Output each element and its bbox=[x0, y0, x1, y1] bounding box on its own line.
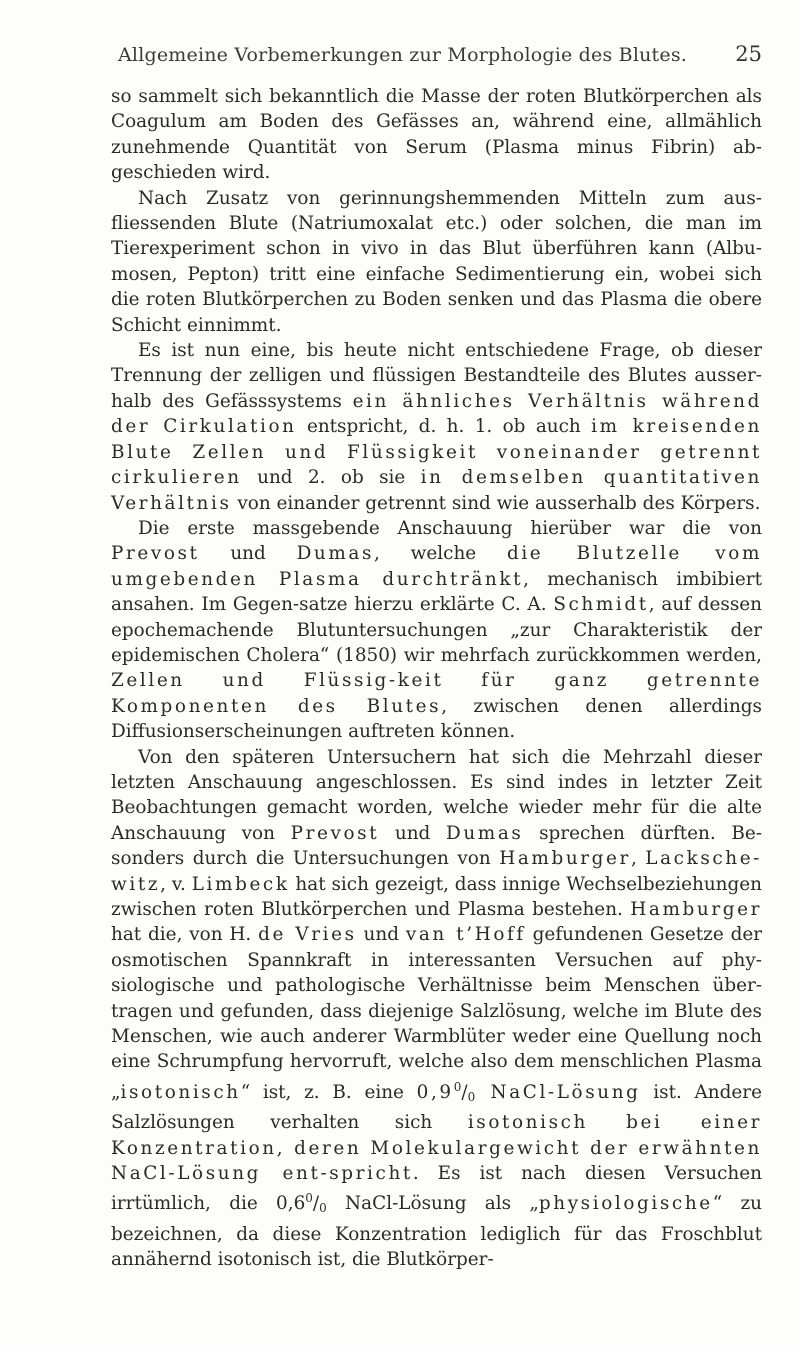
text-run: . Es ist nach diesen Versuchen irrtümlich, die 0,6 bbox=[111, 1163, 762, 1215]
subscript: 0 bbox=[319, 1201, 327, 1216]
slash: / bbox=[312, 1193, 320, 1215]
text-run: und bbox=[199, 543, 297, 565]
emphasis-text: isotonisch bei einer Konzentration, deren Molekulargewicht der erwähnten NaCl-Lösung ent-spricht bbox=[111, 1112, 762, 1185]
text-run: von einander getrennt sind wie ausserhalb des Körpers. bbox=[231, 492, 761, 514]
emphasis-text: physiologische bbox=[538, 1193, 713, 1215]
paragraph-3 bbox=[111, 338, 762, 516]
text-run: sprechen dürften. Be-sonders durch die Untersuchungen von bbox=[111, 822, 763, 870]
text-run: Die erste massgebende Anschauung hierüber war die von bbox=[138, 517, 762, 539]
paragraph-4 bbox=[111, 516, 762, 745]
text-run: hat sich gezeigt, dass innige Wechselbeziehungen zwischen roten Blutkörperchen und Plasma bestehen. bbox=[111, 873, 763, 920]
emphasis-text: im kreisenden Blute Zellen und Flüssigkeit voneinander getrennt cirkulieren bbox=[111, 416, 762, 489]
author-name: Prevost bbox=[111, 543, 200, 565]
text-run: so sammelt sich bekanntlich die Masse der roten Blutkörperchen als Coagulum am Boden des Gefässes an, während eine, allmählich zunehmende Quantität von Serum (Plasma minus Fibrin) ab-geschieden wird. bbox=[111, 86, 762, 184]
text-run: hat die, von H. bbox=[111, 924, 259, 946]
paragraph-1 bbox=[111, 84, 762, 186]
text-run: und 2. ob sie bbox=[241, 467, 421, 489]
paragraph-5 bbox=[111, 745, 762, 1273]
author-name: Schmidt bbox=[553, 594, 649, 616]
author-name: Prevost bbox=[290, 822, 380, 844]
text-run: “ zu bezeichnen, da diese Konzentration lediglich für das Froschblut annähernd isotonisch ist, die Blutkörper- bbox=[111, 1193, 762, 1271]
emphasis-text: 0,9 bbox=[416, 1081, 454, 1103]
subscript: 0 bbox=[467, 1089, 476, 1104]
author-name: de Vries bbox=[258, 924, 357, 946]
text-run: Von den späteren Untersuchern hat sich die Mehrzahl dieser letzten Anschauung angeschlossen. Es sind indes in letzter Zeit Beobachtungen gemacht worden, welche wieder mehr für die alte Anschauung von bbox=[111, 746, 762, 844]
emphasis-text: die Blutzelle vom umgebenden Plasma durchtränkt bbox=[111, 543, 762, 590]
running-header bbox=[112, 44, 762, 74]
text-run: , zwischen denen allerdings Diffusionserscheinungen auftreten können. bbox=[111, 695, 762, 743]
author-name: Hamburger bbox=[499, 848, 631, 870]
emphasis-text: Zellen und Flüssig-keit für ganz getrennte Komponenten des Blutes bbox=[111, 670, 762, 717]
slash: / bbox=[461, 1081, 468, 1103]
text-run: und bbox=[356, 924, 406, 946]
author-name: Dumas bbox=[296, 543, 375, 565]
emphasis-text: in demselben quantitativen Verhältnis bbox=[111, 467, 762, 514]
text-run: , v. bbox=[160, 873, 192, 895]
author-name: Lacksche-witz bbox=[111, 848, 762, 895]
author-name: van t’Hoff bbox=[405, 924, 526, 946]
emphasis-text: ein ähnliches Verhältnis während der Cirkulation bbox=[111, 390, 762, 438]
text-run: , mechanisch imbibiert ansahen. Im Gegen-satze hierzu erklärte C. A. bbox=[111, 568, 762, 616]
text-run: NaCl-Lösung als „ bbox=[326, 1193, 539, 1215]
author-name: Dumas bbox=[446, 822, 524, 844]
text-run: , bbox=[630, 848, 646, 870]
running-title: Allgemeine Vorbemerkungen zur Morphologie des Blutes. bbox=[118, 44, 688, 66]
text-run: gefundenen Gesetze der osmotischen Spannkraft in interessanten Versuchen auf phy-siologische und pathologische Verhältnisse beim Menschen über-tragen und gefunden, dass diejenige Salzlösung, welche im Blute des Menschen, wie auch anderer Warmblüter weder eine Quellung noch eine Schrumpfung hervorruft, welche also dem menschlichen Plasma „ bbox=[111, 924, 763, 1103]
text-run: , auf dessen epochemachende Blutuntersuchungen „zur Charakteristik der epidemischen Cholera“ (1850) wir mehrfach zurückkommen werden, bbox=[111, 594, 762, 666]
text-run: Es ist nun eine, bis heute nicht entschiedene Frage, ob dieser Trennung der zelligen und flüssigen Bestandteile des Blutes ausser-halb des Gefässsystems bbox=[111, 340, 762, 412]
text-run: entspricht, d. h. 1. ob auch bbox=[296, 416, 592, 438]
text-run: ist. Andere Salzlösungen verhalten sich bbox=[111, 1081, 762, 1134]
author-name: Hamburger bbox=[630, 899, 762, 920]
text-run: , welche bbox=[374, 543, 507, 565]
body-text bbox=[111, 84, 762, 1273]
emphasis-text: NaCl-Lösung bbox=[475, 1081, 641, 1103]
text-run: und bbox=[379, 822, 446, 844]
paragraph-2 bbox=[111, 186, 762, 338]
page-number: 25 bbox=[735, 42, 762, 66]
text-run: Nach Zusatz von gerinnungshemmenden Mitteln zum aus-fliessenden Blute (Natriumoxalat etc.) oder solchen, die man im Tierexperiment schon in vivo in das Blut überführen kann (Albu-mosen, Pepton) tritt eine einfache Sedimentierung ein, wobei sich die roten Blutkörperchen zu Boden senken und das Plasma die obere Schicht einnimmt. bbox=[111, 187, 762, 336]
author-name: Limbeck bbox=[191, 873, 290, 895]
superscript: 0 bbox=[305, 1191, 313, 1206]
emphasis-text: isotonisch bbox=[120, 1081, 241, 1103]
superscript: 0 bbox=[453, 1079, 462, 1094]
text-run: “ ist, z. B. eine bbox=[240, 1081, 417, 1103]
